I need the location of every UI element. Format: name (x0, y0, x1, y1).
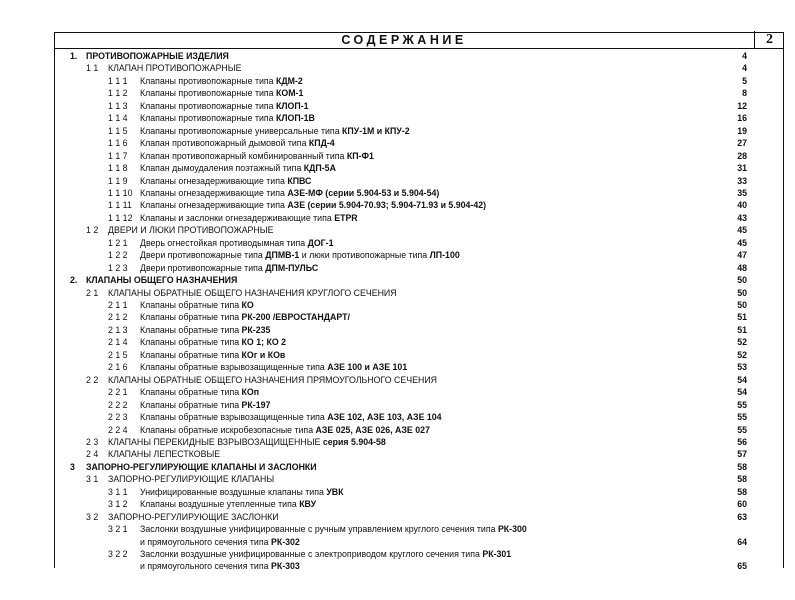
toc-entry-number: 3 2 1 (108, 524, 128, 535)
toc-entry-title (140, 262, 318, 275)
toc-entry (0, 150, 795, 163)
toc-entry-number: 1 2 2 (108, 250, 128, 261)
toc-entry-title (108, 374, 437, 387)
toc-entry-page: 40 (737, 200, 747, 211)
toc-entry-type-code: АЗЕ 102, АЗЕ 103, АЗЕ 104 (327, 412, 442, 423)
toc-entry-text: Заслонки воздушные унифицированные с ручным управлением круглого сечения типа (140, 524, 498, 535)
toc-entry-number: 2 1 6 (108, 362, 128, 373)
toc-entry-page: 52 (737, 349, 747, 360)
toc-entry (0, 486, 795, 499)
toc-entry-title (140, 548, 511, 561)
toc-entry-type-code: РК-235 (241, 324, 271, 335)
toc-entry-number: 1 1 (86, 63, 99, 74)
toc-entry-title (86, 274, 237, 287)
toc-entry-page: 58 (737, 486, 747, 497)
toc-entry (0, 336, 795, 349)
toc-entry (0, 311, 795, 324)
toc-entry-text: Клапаны противопожарные типа (140, 113, 276, 124)
toc-entry-text: Двери противопожарные типа (140, 250, 266, 261)
toc-entry-type-code: ETPR (334, 212, 358, 223)
toc-entry-text: Клапаны обратные типа (140, 300, 242, 310)
toc-entry-title (140, 125, 410, 138)
toc-entry-title (108, 62, 241, 75)
toc-entry (0, 498, 795, 511)
toc-entry-type-code: АЗЕ 025, АЗЕ 026, АЗЕ 027 (315, 424, 430, 435)
toc-entry-title (140, 349, 285, 362)
toc-entry-text: Клапан противопожарный дымовой типа (140, 138, 309, 149)
toc-entry-text: Клапаны противопожарные типа (140, 88, 276, 99)
toc-entry-title (140, 212, 358, 225)
toc-entry-number: 3 (70, 461, 75, 472)
toc-entry-page: 51 (737, 312, 747, 323)
toc-entry-number: 3 1 2 (108, 499, 128, 510)
toc-entry-page: 58 (737, 461, 747, 472)
toc-entry-text: Клапаны обратные типа (140, 312, 242, 323)
toc-entry-title (140, 311, 350, 324)
toc-entry (0, 399, 795, 412)
toc-entry-number: 2 1 (86, 287, 99, 298)
toc-entry-text: Клапаны огнезадерживающие типа (140, 175, 288, 186)
toc-entry-number: 2 2 3 (108, 412, 128, 423)
toc-entry-type-code: КДМ-2 (275, 75, 303, 86)
toc-entry-page: 54 (737, 374, 747, 385)
toc-entry-number: 2 3 (86, 436, 99, 447)
page-number-box: 2 (754, 31, 784, 49)
toc-entry-number: 3 1 1 (108, 486, 128, 497)
toc-entry-text: Клапан противопожарный комбинированный типа (140, 150, 347, 161)
toc-entry-type-code: КО 1; КО 2 (241, 337, 287, 348)
toc-entry-title (108, 448, 220, 461)
toc-entry-title (140, 523, 527, 536)
toc-entry-type-code: КО (241, 300, 254, 310)
toc-entry-text: Клапан дымоудаления поэтажный типа (140, 163, 304, 174)
toc-entry-text: Унифицированные воздушные клапаны типа (140, 486, 327, 497)
toc-entry (0, 274, 795, 287)
toc-entry-text: Клапаны обратные взрывозащищенные типа (140, 412, 328, 423)
toc-entry-title (108, 511, 279, 524)
toc-entry-number: 1 2 1 (108, 237, 128, 248)
toc-entry-title (108, 224, 273, 237)
toc-entry-text: КЛАПАНЫ ОБРАТНЫЕ ОБЩЕГО НАЗНАЧЕНИЯ ПРЯМОУГОЛЬНОГО СЕЧЕНИЯ (108, 374, 438, 385)
toc-entry-type-code: ДОГ-1 (307, 237, 334, 248)
document-title: СОДЕРЖАНИЕ (341, 33, 467, 47)
toc-entry-title (140, 299, 254, 312)
toc-entry-text: Клапаны обратные искробезопасные типа (140, 424, 316, 435)
toc-entry-type-code: КЛОП-1В (275, 113, 315, 124)
toc-entry-type-code-2: ЛП-100 (429, 250, 460, 261)
toc-entry-number: 1 1 3 (108, 100, 128, 111)
toc-entry (0, 324, 795, 337)
toc-entry-title (140, 324, 270, 337)
toc-entry-title (140, 249, 460, 262)
toc-entry (0, 50, 795, 63)
toc-entry-number: 2 1 3 (108, 324, 128, 335)
toc-entry-page: 50 (737, 275, 747, 286)
toc-entry-page: 45 (737, 237, 747, 248)
toc-entry-page: 63 (737, 511, 747, 522)
toc-entry-number: 1 1 7 (108, 150, 128, 161)
toc-entry (0, 436, 795, 449)
toc-entry (0, 100, 795, 113)
toc-entry (0, 112, 795, 125)
toc-entry-number: 3 2 (86, 511, 99, 522)
toc-entry-text-2: и люки противопожарные типа (299, 250, 430, 261)
toc-entry-title (140, 424, 430, 437)
toc-entry-text: Заслонки воздушные унифицированные с электроприводом круглого сечения типа (140, 549, 483, 559)
toc-entry-number: 1 1 5 (108, 125, 128, 136)
toc-entry-page: 12 (737, 100, 747, 111)
toc-entry-number: 2 4 (86, 449, 99, 460)
toc-entry-text: и прямоугольного сечения типа (140, 561, 271, 572)
toc-entry-number: 1 1 1 (108, 75, 128, 86)
toc-entry-type-code: КДП-5А (303, 163, 336, 174)
toc-entry-number: 2 2 (86, 374, 99, 385)
toc-entry-page: 53 (737, 362, 747, 373)
toc-entry-page: 50 (737, 287, 747, 298)
toc-entry (0, 511, 795, 524)
toc-entry-number: 2. (70, 275, 78, 286)
toc-entry (0, 523, 795, 536)
toc-entry-number: 1 1 8 (108, 163, 128, 174)
toc-entry-text: Клапаны противопожарные универсальные типа (140, 125, 343, 136)
toc-entry-text: Клапаны противопожарные типа (140, 100, 276, 111)
toc-entry-page: 55 (737, 412, 747, 423)
toc-entry (0, 548, 795, 561)
toc-entry-number: 1 1 11 (108, 200, 132, 211)
toc-entry-text: КЛАПАНЫ ПЕРЕКИДНЫЕ ВЗРЫВОЗАЩИЩЕННЫЕ (108, 436, 323, 447)
toc-entry-title (140, 560, 300, 573)
toc-entry-page: 16 (737, 113, 747, 124)
toc-entry (0, 299, 795, 312)
toc-entry-page: 33 (737, 175, 747, 186)
toc-entry-type-code: ДПМ-ПУЛЬС (265, 262, 319, 273)
toc-entry (0, 75, 795, 88)
toc-entry-title (140, 150, 374, 163)
toc-entry-number: 1 1 2 (108, 88, 128, 99)
toc-entry (0, 162, 795, 175)
toc-entry-number: 2 1 2 (108, 312, 128, 323)
toc-entry-page: 5 (742, 75, 747, 86)
toc-entry-page: 65 (737, 561, 747, 572)
toc-entry-number: 1 1 6 (108, 138, 128, 149)
toc-entry-text: Клапаны обратные типа (140, 399, 242, 410)
toc-entry-page: 57 (737, 449, 747, 460)
toc-entry (0, 62, 795, 75)
toc-entry-type-code: КПД-4 (308, 138, 335, 149)
toc-entry-type-code: КПВС (287, 175, 312, 186)
toc-entry-number: 2 1 5 (108, 349, 128, 360)
toc-entry-page: 4 (742, 51, 747, 61)
toc-entry-title (140, 87, 303, 100)
toc-entry-type-code: серия 5.904-58 (322, 436, 386, 447)
toc-entry (0, 411, 795, 424)
toc-entry-page: 52 (737, 337, 747, 348)
toc-entry-text: ЗАПОРНО-РЕГУЛИРУЮЩИЕ ЗАСЛОНКИ (108, 511, 279, 522)
toc-entry-page: 55 (737, 399, 747, 410)
toc-entry (0, 262, 795, 275)
toc-entry (0, 560, 795, 573)
toc-entry-number: 1 2 3 (108, 262, 128, 273)
toc-entry (0, 536, 795, 549)
toc-entry (0, 349, 795, 362)
toc-entry-number: 3 2 2 (108, 549, 128, 559)
toc-entry-title (140, 100, 309, 113)
toc-entry-number: 1 1 12 (108, 212, 133, 223)
toc-entry (0, 374, 795, 387)
toc-entry-page: 35 (737, 187, 747, 198)
toc-entry-page: 43 (737, 212, 747, 223)
toc-entry-type-code: КП-Ф1 (346, 150, 374, 161)
toc-entry-number: 3 1 (86, 474, 99, 485)
toc-entry-page: 51 (737, 324, 747, 335)
toc-entry-title (140, 336, 286, 349)
toc-entry-text: ЗАПОРНО-РЕГУЛИРУЮЩИЕ КЛАПАНЫ И ЗАСЛОНКИ (86, 461, 317, 472)
toc-entry-text: и прямоугольного сечения типа (140, 536, 271, 547)
toc-entry-number: 1 1 4 (108, 113, 128, 124)
toc-entry-page: 4 (742, 63, 747, 74)
toc-entry-text: Клапаны противопожарные типа (140, 75, 276, 86)
toc-entry-title (140, 137, 335, 150)
toc-entry (0, 237, 795, 250)
toc-entry-page: 45 (737, 225, 747, 236)
toc-entry-text: Клапаны и заслонки огнезадерживающие типа (140, 212, 335, 223)
toc-entry-number: 2 1 1 (108, 300, 128, 310)
toc-entry-text: КЛАПАНЫ ОБЩЕГО НАЗНАЧЕНИЯ (86, 275, 238, 286)
toc-entry-title (86, 461, 317, 474)
toc-entry-type-code: КПУ-1М и КПУ-2 (342, 125, 410, 136)
toc-entry-text: КЛАПАНЫ ОБРАТНЫЕ ОБЩЕГО НАЗНАЧЕНИЯ КРУГЛОГО СЕЧЕНИЯ (108, 287, 397, 298)
toc-entry-title (108, 287, 397, 300)
toc-entry (0, 448, 795, 461)
toc-entry-title (108, 436, 386, 449)
toc-entry-number: 2 2 4 (108, 424, 128, 435)
toc-entry-page: 47 (737, 250, 747, 261)
toc-entry-title (140, 536, 300, 549)
toc-entry (0, 175, 795, 188)
toc-entry (0, 386, 795, 399)
toc-entry-text: Клапаны обратные типа (140, 349, 242, 360)
toc-entry-text: КЛАПАН ПРОТИВОПОЖАРНЫЕ (108, 63, 242, 74)
toc-entry-page: 50 (737, 300, 747, 310)
toc-entry (0, 212, 795, 225)
toc-entry-page: 28 (737, 150, 747, 161)
toc-entry-page: 56 (737, 436, 747, 447)
toc-entry-type-code: РК-302 (270, 536, 300, 547)
toc-entry-type-code: РК-200 /ЕВРОСТАНДАРТ/ (241, 312, 350, 323)
toc-entry-text: ЗАПОРНО-РЕГУЛИРУЮЩИЕ КЛАПАНЫ (108, 474, 275, 485)
toc-entry-type-code: РК-300 (497, 524, 527, 535)
toc-entry-title (140, 399, 270, 412)
toc-entry-text: Клапаны огнезадерживающие типа (140, 200, 288, 211)
toc-entry (0, 224, 795, 237)
title-bar (54, 32, 784, 49)
toc-entry-text: ПРОТИВОПОЖАРНЫЕ ИЗДЕЛИЯ (86, 51, 229, 61)
toc-entry (0, 137, 795, 150)
toc-entry-title (140, 361, 407, 374)
toc-entry-title (140, 75, 303, 88)
toc-entry-title (108, 473, 274, 486)
toc-entry-text: Клапаны обратные типа (140, 324, 242, 335)
toc-entry-type-code: УВК (326, 486, 344, 497)
toc-entry (0, 249, 795, 262)
toc-entry-title (140, 386, 259, 399)
toc-entry-title (140, 187, 439, 200)
toc-entry-type-code: КВУ (299, 499, 317, 510)
toc-entry-page: 8 (742, 88, 747, 99)
toc-entry-title (140, 112, 315, 125)
toc-entry-title (140, 411, 442, 424)
toc-entry-type-code: АЗЕ 100 и АЗЕ 101 (327, 362, 408, 373)
toc-entry (0, 424, 795, 437)
toc-entry-type-code: АЗЕ-МФ (серии 5.904-53 и 5.904-54) (287, 187, 440, 198)
toc-entry-text: ДВЕРИ И ЛЮКИ ПРОТИВОПОЖАРНЫЕ (108, 225, 274, 236)
toc-entry-page: 48 (737, 262, 747, 273)
toc-entry-text: Клапаны воздушные утепленные типа (140, 499, 300, 510)
toc-entry-text: Клапаны обратные типа (140, 387, 242, 398)
toc-entry-text: КЛАПАНЫ ЛЕПЕСТКОВЫЕ (108, 449, 221, 460)
toc-entry-type-code: ДПМВ-1 (265, 250, 300, 261)
toc-entry-type-code: КОп (241, 387, 260, 398)
toc-entry-page: 19 (737, 125, 747, 136)
toc-entry-title (140, 162, 336, 175)
toc-entry-number: 1 2 (86, 225, 99, 236)
toc-entry-type-code: РК-301 (482, 549, 512, 559)
toc-entry-page: 60 (737, 499, 747, 510)
toc-entry-title (140, 199, 486, 212)
toc-entry-page: 58 (737, 474, 747, 485)
toc-entry-number: 1 1 10 (108, 187, 133, 198)
toc-entry-type-code: КОМ-1 (275, 88, 304, 99)
toc-entry-number: 1 1 9 (108, 175, 128, 186)
toc-entry (0, 473, 795, 486)
toc-entry-number: 2 2 2 (108, 399, 128, 410)
toc-entry-type-code: КЛОП-1 (275, 100, 309, 111)
toc-entry-page: 31 (737, 163, 747, 174)
toc-entry-type-code: КОг и КОв (241, 349, 286, 360)
toc-entry-title (140, 498, 316, 511)
toc-entry-title (86, 50, 229, 63)
toc-entry-type-code: АЗЕ (серии 5.904-70.93; 5.904-71.93 и 5.904-42) (287, 200, 487, 211)
toc-entry (0, 199, 795, 212)
toc-entry-text: Двери противопожарные типа (140, 262, 266, 273)
toc-entry-text: Клапаны огнезадерживающие типа (140, 187, 288, 198)
toc-entry (0, 87, 795, 100)
toc-entry (0, 361, 795, 374)
toc-entry (0, 125, 795, 138)
toc-entry-page: 64 (737, 536, 747, 547)
toc-entry (0, 287, 795, 300)
toc-entry-type-code: РК-303 (270, 561, 300, 572)
toc-entry-page: 55 (737, 424, 747, 435)
toc-entry (0, 461, 795, 474)
toc-entry-text: Клапаны обратные взрывозащищенные типа (140, 362, 328, 373)
toc-entry-text: Дверь огнестойкая противодымная типа (140, 237, 308, 248)
toc-entry-page: 27 (737, 138, 747, 149)
toc-entry-text: Клапаны обратные типа (140, 337, 242, 348)
toc-entry-number: 2 2 1 (108, 387, 128, 398)
toc-entry-title (140, 175, 311, 188)
toc-entry (0, 187, 795, 200)
toc-entry-type-code: РК-197 (241, 399, 271, 410)
toc-entry-page: 54 (737, 387, 747, 398)
toc-entry-title (140, 237, 333, 250)
toc-entry-number: 1. (70, 51, 78, 61)
toc-entry-title (140, 486, 344, 499)
toc-entry-number: 2 1 4 (108, 337, 128, 348)
